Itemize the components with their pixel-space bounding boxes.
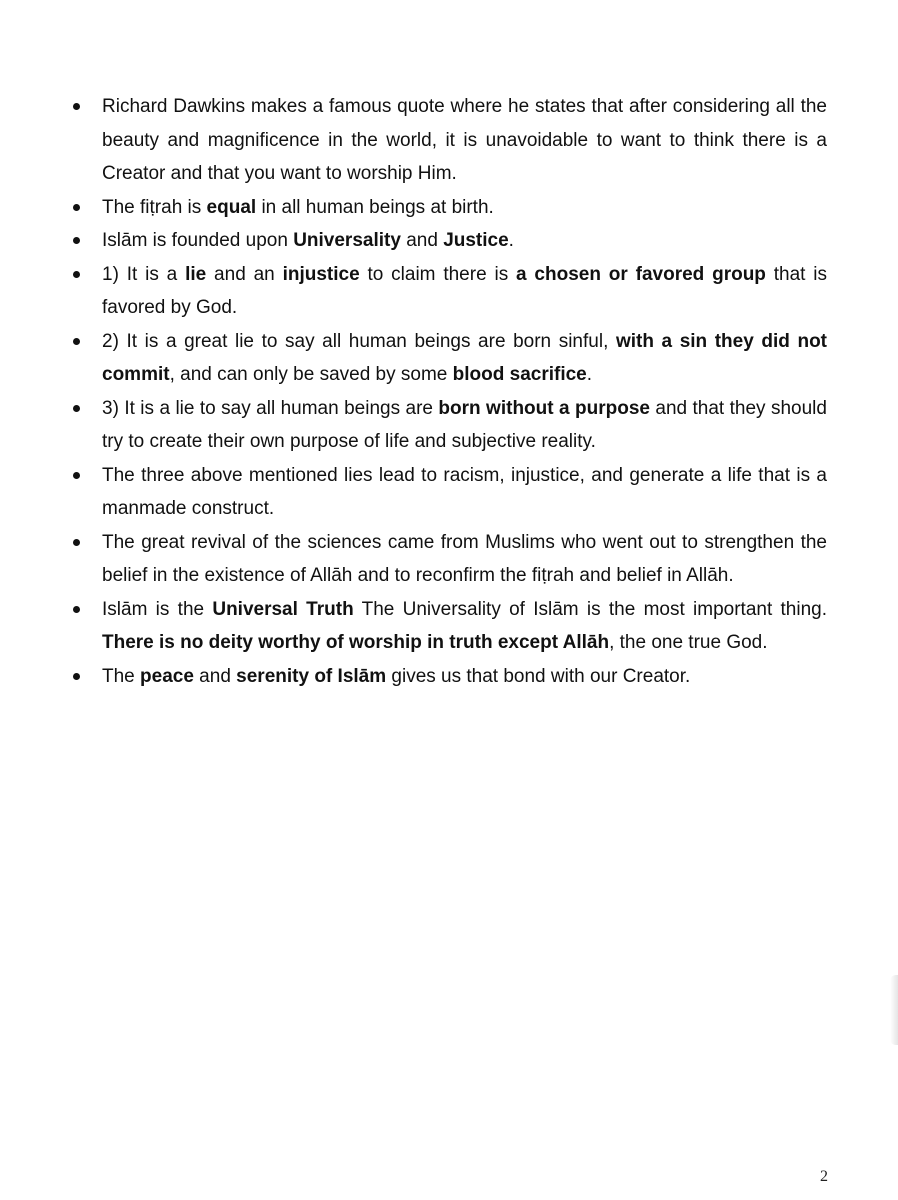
- bullet-text-bold: lie: [185, 263, 207, 285]
- bullet-text: The Universality of Islām is the most important thing.: [353, 598, 827, 620]
- bullet-text-bold: peace: [140, 665, 194, 687]
- bullet-item: [102, 660, 827, 694]
- bullet-text: , the one true God.: [609, 632, 768, 653]
- bullet-text-bold: a chosen or favored group: [516, 263, 766, 285]
- bullet-text-bold: There is no deity worthy of worship in truth except Allāh: [102, 632, 610, 653]
- bullet-text-bold: blood sacrifice: [452, 364, 587, 385]
- bullet-text: gives us that bond with our Creator.: [386, 665, 691, 687]
- bullet-dot-icon: [73, 237, 80, 244]
- bullet-dot-icon: [73, 606, 80, 613]
- bullet-dot-icon: [73, 103, 80, 110]
- bullet-text: 3) It is a lie to say all human beings are: [102, 397, 439, 419]
- bullet-text: , and can only be saved by some: [169, 364, 453, 385]
- bullet-text: 2) It is a great lie to say all human beings are born sinful,: [102, 330, 616, 352]
- bullet-item: [102, 224, 827, 258]
- bullet-text: .: [586, 364, 593, 385]
- bullet-dot-icon: [73, 204, 80, 211]
- bullet-item: [102, 526, 827, 593]
- bullet-dot-icon: [73, 271, 80, 278]
- page-edge-shadow: [890, 975, 898, 1045]
- bullet-item: [102, 459, 827, 526]
- bullet-item: [102, 593, 827, 660]
- bullet-dot-icon: [73, 673, 80, 680]
- bullet-item: [102, 90, 827, 191]
- bullet-text: to claim there is: [359, 263, 517, 285]
- bullet-text-bold: Justice: [443, 230, 509, 251]
- bullet-dot-icon: [73, 539, 80, 546]
- bullet-text: .: [508, 230, 514, 251]
- bullet-dot-icon: [73, 472, 80, 479]
- bullet-list: [102, 90, 827, 693]
- bullet-text: The fiṭrah is: [102, 196, 207, 218]
- bullet-item: [102, 392, 827, 459]
- bullet-item: [102, 191, 827, 225]
- bullet-text-bold: with a sin they did not commit: [102, 330, 828, 385]
- bullet-text-bold: Universality: [293, 230, 401, 251]
- bullet-text: and an: [206, 263, 283, 285]
- bullet-text-bold: born without a purpose: [438, 397, 650, 419]
- bullet-text-bold: equal: [206, 196, 257, 218]
- bullet-text: The three above mentioned lies lead to racism, injustice, and generate a life that is a manmade construct.: [102, 464, 827, 519]
- bullet-text-bold: injustice: [282, 263, 360, 285]
- bullet-text: and that they should try to create their own purpose of life and subjective reality.: [102, 397, 827, 452]
- bullet-text-bold: serenity of Islām: [236, 665, 387, 687]
- bullet-item: [102, 325, 827, 392]
- bullet-text: and: [400, 230, 444, 251]
- bullet-dot-icon: [73, 338, 80, 345]
- bullet-text: Islām is founded upon: [102, 230, 294, 251]
- page-number: 2: [820, 1168, 828, 1185]
- bullet-item: [102, 258, 827, 325]
- bullet-text: The: [102, 665, 141, 687]
- bullet-text-bold: Universal Truth: [212, 598, 354, 620]
- bullet-text: The great revival of the sciences came from Muslims who went out to strengthen the belief in the existence of Allāh and to reconfirm the fiṭrah and belief in Allāh.: [102, 531, 827, 586]
- bullet-text: that is favored by God.: [102, 263, 828, 318]
- bullet-text: Islām is the: [102, 598, 213, 620]
- bullet-text: in all human beings at birth.: [256, 196, 494, 218]
- bullet-dot-icon: [73, 405, 80, 412]
- bullet-text: Richard Dawkins makes a famous quote where he states that after considering all the beauty and magnificence in the world, it is unavoidable to want to think there is a Creator and that you want to worship Him.: [102, 96, 827, 184]
- bullet-text: and: [193, 665, 237, 687]
- bullet-text: 1) It is a: [102, 263, 186, 285]
